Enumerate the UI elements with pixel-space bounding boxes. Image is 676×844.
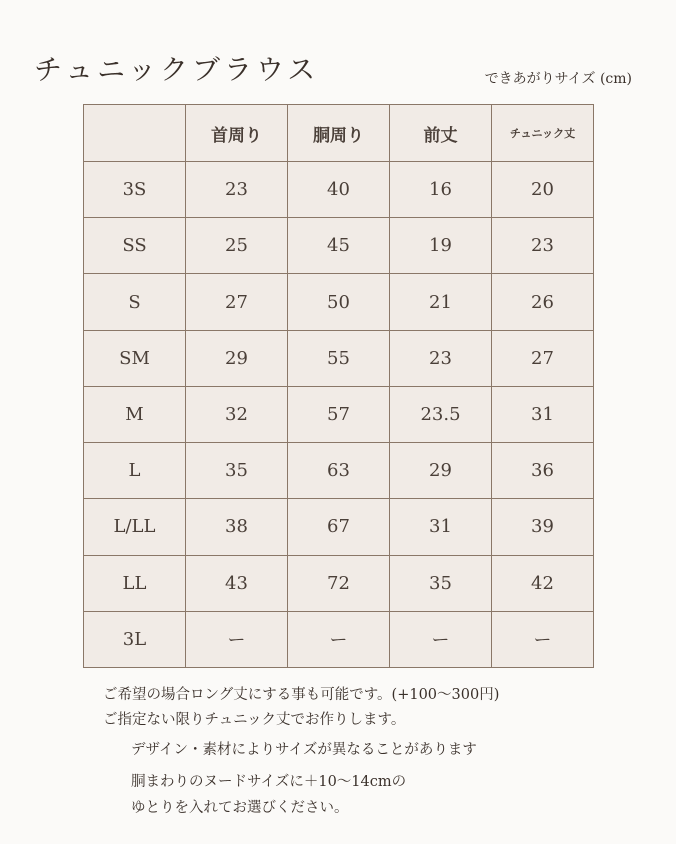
- note-line-3: デザイン・素材によりサイズが異なることがあります: [131, 742, 477, 758]
- measurement-cell: 21: [390, 274, 492, 330]
- note-line-1: ご希望の場合ロング丈にする事も可能です。(+100〜300円): [103, 687, 500, 703]
- measurement-cell: 50: [288, 274, 390, 330]
- size-label-cell: LL: [84, 555, 186, 611]
- measurement-cell: ー: [288, 611, 390, 667]
- header-cell-blank: [84, 105, 186, 162]
- size-label-cell: SM: [84, 330, 186, 386]
- table-row: [84, 443, 594, 499]
- measurement-cell: ー: [186, 611, 288, 667]
- measurement-cell: 39: [492, 499, 594, 555]
- size-label-cell: M: [84, 386, 186, 442]
- measurement-cell: 42: [492, 555, 594, 611]
- size-label-cell: 3S: [84, 162, 186, 218]
- table-row: [84, 386, 594, 442]
- measurement-cell: 19: [390, 218, 492, 274]
- size-label-cell: 3L: [84, 611, 186, 667]
- size-label-cell: SS: [84, 218, 186, 274]
- header-cell-tunic-length: チュニック丈: [492, 105, 594, 162]
- measurement-cell: 72: [288, 555, 390, 611]
- measurement-cell: 25: [186, 218, 288, 274]
- table-row: [84, 330, 594, 386]
- measurement-cell: 43: [186, 555, 288, 611]
- measurement-cell: 27: [492, 330, 594, 386]
- measurement-cell: 16: [390, 162, 492, 218]
- measurement-cell: ー: [390, 611, 492, 667]
- unit-caption: できあがりサイズ (cm): [484, 71, 632, 87]
- measurement-cell: 29: [186, 330, 288, 386]
- table-row: [84, 499, 594, 555]
- note-line-5: ゆとりを入れてお選びください。: [131, 800, 349, 816]
- measurement-cell: 40: [288, 162, 390, 218]
- measurement-cell: 36: [492, 443, 594, 499]
- measurement-cell: 35: [390, 555, 492, 611]
- size-table: [83, 104, 594, 668]
- measurement-cell: 31: [492, 386, 594, 442]
- table-row: [84, 611, 594, 667]
- size-label-cell: L: [84, 443, 186, 499]
- measurement-cell: 20: [492, 162, 594, 218]
- header-cell-neck: 首周り: [186, 105, 288, 162]
- measurement-cell: 23.5: [390, 386, 492, 442]
- measurement-cell: 27: [186, 274, 288, 330]
- measurement-cell: 63: [288, 443, 390, 499]
- measurement-cell: 67: [288, 499, 390, 555]
- measurement-cell: 29: [390, 443, 492, 499]
- measurement-cell: 55: [288, 330, 390, 386]
- measurement-cell: 26: [492, 274, 594, 330]
- measurement-cell: 38: [186, 499, 288, 555]
- measurement-cell: 32: [186, 386, 288, 442]
- note-line-4: 胴まわりのヌードサイズに＋10〜14cmの: [131, 774, 407, 790]
- measurement-cell: ー: [492, 611, 594, 667]
- table-row: [84, 162, 594, 218]
- header-cell-front-length: 前丈: [390, 105, 492, 162]
- page-title: チュニックブラウス: [34, 53, 320, 86]
- measurement-cell: 57: [288, 386, 390, 442]
- measurement-cell: 31: [390, 499, 492, 555]
- table-row: [84, 218, 594, 274]
- measurement-cell: 35: [186, 443, 288, 499]
- measurement-cell: 23: [186, 162, 288, 218]
- note-line-2: ご指定ない限りチュニック丈でお作りします。: [103, 712, 406, 728]
- header-cell-waist: 胴周り: [288, 105, 390, 162]
- measurement-cell: 23: [390, 330, 492, 386]
- table-row: [84, 274, 594, 330]
- size-label-cell: L/LL: [84, 499, 186, 555]
- table-header-row: [84, 105, 594, 162]
- table-row: [84, 555, 594, 611]
- measurement-cell: 45: [288, 218, 390, 274]
- measurement-cell: 23: [492, 218, 594, 274]
- size-label-cell: S: [84, 274, 186, 330]
